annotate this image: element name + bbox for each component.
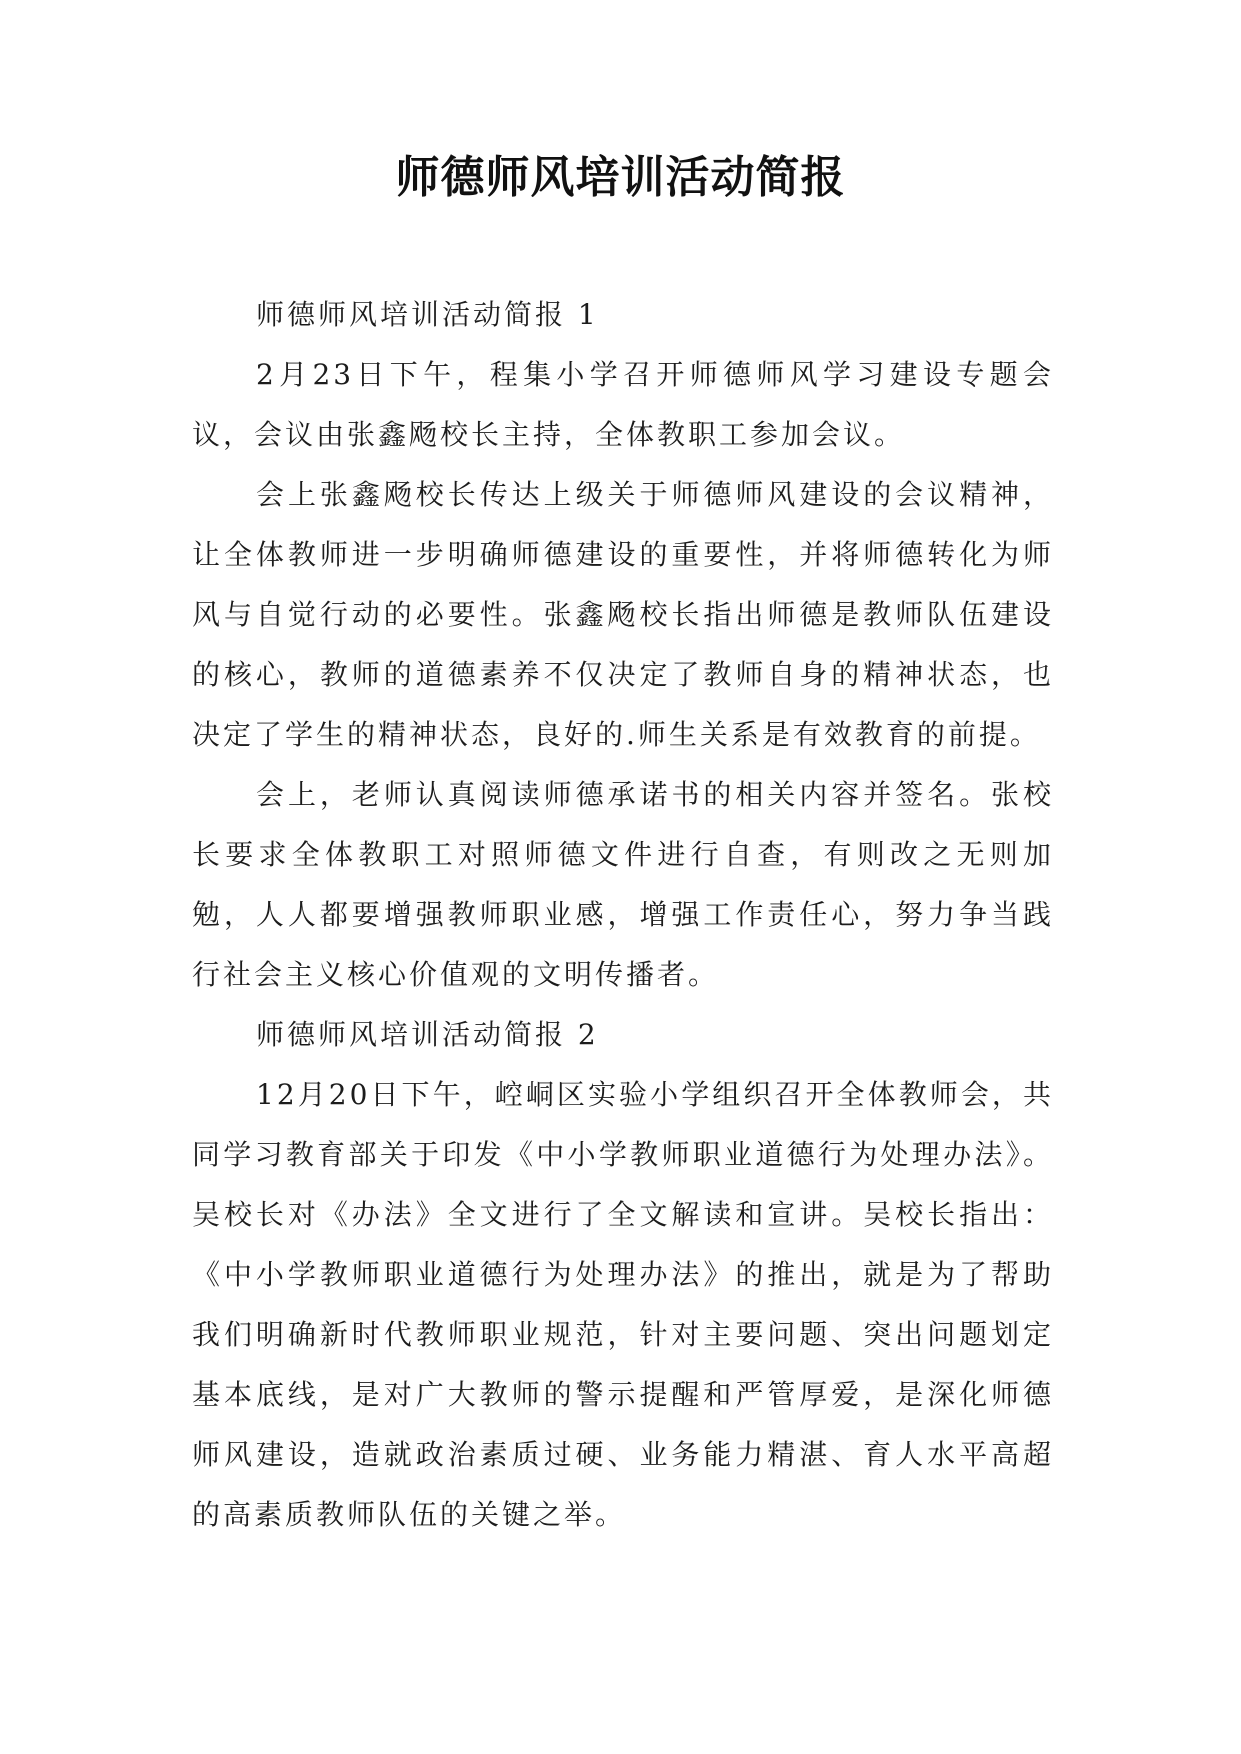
section-heading-1: 师德师风培训活动简报 1 <box>256 298 599 331</box>
paragraph: 12月20日下午，崆峒区实验小学组织召开全体教师会，共同学习教育部关于印发《中小学教师职业道德行为处理办法》。吴校长对《办法》全文进行了全文解读和宣讲。吴校长指出：《中小学教师职业道德行为处理办法》的推出，就是为了帮助我们明确新时代教师职业规范，针对主要问题、突出问题划定基本底线，是对广大教师的警示提醒和严管厚爱，是深化师德师风建设，造就政治素质过硬、业务能力精湛、育人水平高超的高素质教师队伍的关键之举。 <box>192 1078 1054 1531</box>
paragraph: 会上张鑫飏校长传达上级关于师德师风建设的会议精神，让全体教师进一步明确师德建设的重要性，并将师德转化为师风与自觉行动的必要性。张鑫飏校长指出师德是教师队伍建设的核心，教师的道德素养不仅决定了教师自身的精神状态，也决定了学生的精神状态，良好的.师生关系是有效教育的前提。 <box>192 478 1054 751</box>
paragraph: 会上，老师认真阅读师德承诺书的相关内容并签名。张校长要求全体教职工对照师德文件进行自查，有则改之无则加勉，人人都要增强教师职业感，增强工作责任心，努力争当践行社会主义核心价值观的文明传播者。 <box>192 778 1054 991</box>
section-heading-2: 师德师风培训活动简报 2 <box>256 1018 599 1051</box>
document-title: 师德师风培训活动简报 <box>395 152 846 203</box>
paragraph: 2月23日下午，程集小学召开师德师风学习建设专题会议，会议由张鑫飏校长主持，全体教职工参加会议。 <box>192 358 1054 451</box>
document-body <box>192 285 1054 1545</box>
